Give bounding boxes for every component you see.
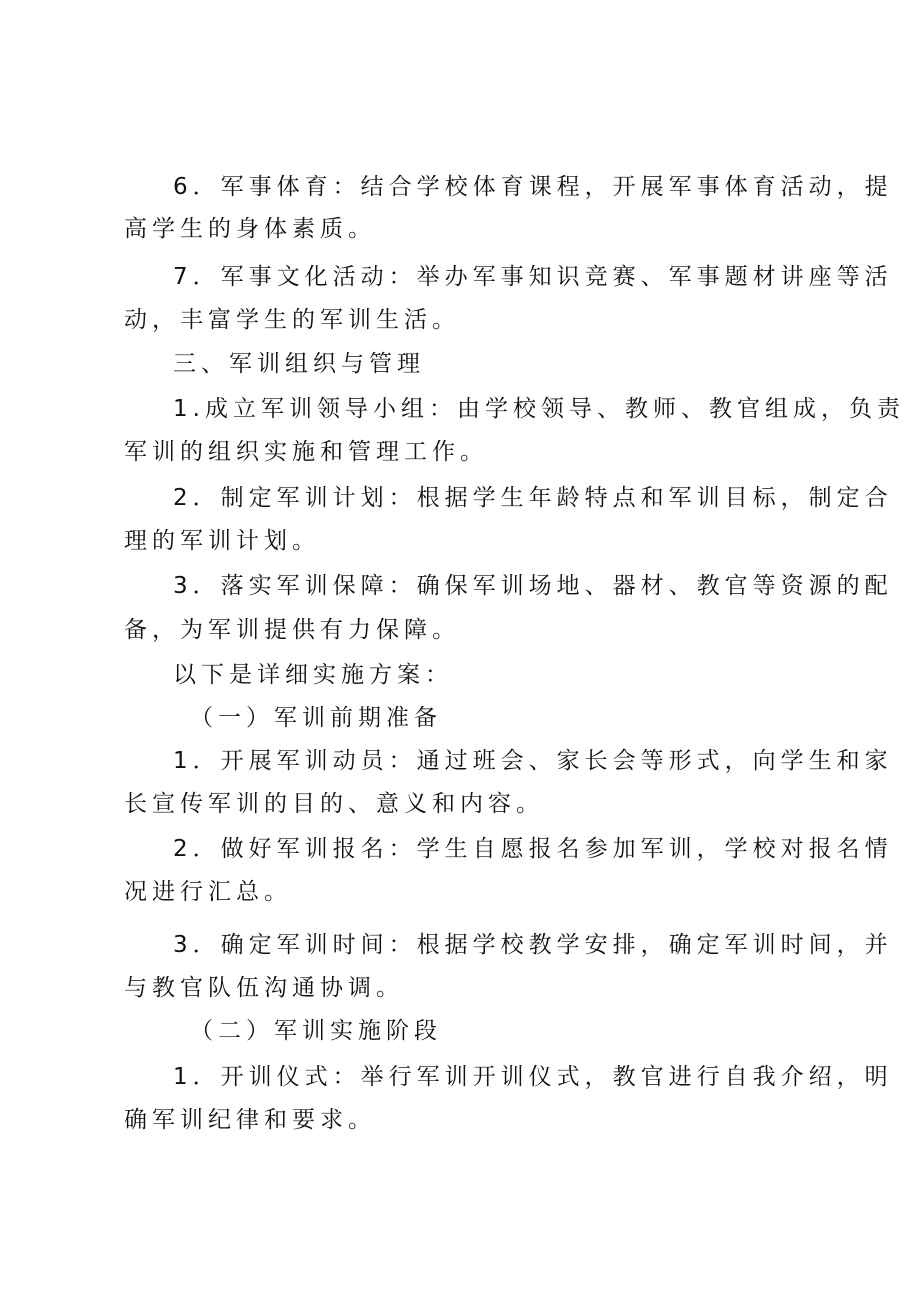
paragraph-detailed-plan-intro: 以下是详细实施方案： — [173, 662, 453, 688]
paragraph-military-culture-line-1: 7．军事文化活动：举办军事知识竞赛、军事题材讲座等活 — [173, 264, 893, 290]
paragraph-training-plan-line-1: 2．制定军训计划：根据学生年龄特点和军训目标，制定合 — [173, 485, 893, 511]
paragraph-training-plan-line-2: 理的军训计划。 — [124, 528, 320, 554]
paragraph-mobilization-line-1: 1．开展军训动员：通过班会、家长会等形式，向学生和家 — [173, 748, 893, 774]
paragraph-schedule-line-1: 3．确定军训时间：根据学校教学安排，确定军训时间，并 — [173, 932, 893, 958]
paragraph-schedule-line-2: 与教官队伍沟通协调。 — [124, 975, 404, 1001]
section-heading-organization: 三、军训组织与管理 — [173, 351, 425, 377]
subsection-heading-preparation: （一）军训前期准备 — [190, 705, 442, 731]
paragraph-registration-line-1: 2．做好军训报名：学生自愿报名参加军训，学校对报名情 — [173, 836, 893, 862]
paragraph-leadership-group-line-2: 军训的组织实施和管理工作。 — [124, 439, 488, 465]
paragraph-guarantee-line-2: 备，为军训提供有力保障。 — [124, 617, 460, 643]
paragraph-leadership-group-line-1: 1.成立军训领导小组：由学校领导、教师、教官组成，负责 — [173, 396, 905, 422]
paragraph-opening-ceremony-line-1: 1．开训仪式：举行军训开训仪式，教官进行自我介绍，明 — [173, 1064, 893, 1090]
paragraph-military-sports-line-2: 高学生的身体素质。 — [124, 216, 376, 242]
subsection-heading-implementation: （二）军训实施阶段 — [190, 1018, 442, 1044]
paragraph-guarantee-line-1: 3．落实军训保障：确保军训场地、器材、教官等资源的配 — [173, 573, 893, 599]
paragraph-military-culture-line-2: 动，丰富学生的军训生活。 — [124, 307, 460, 333]
paragraph-registration-line-2: 况进行汇总。 — [124, 879, 292, 905]
paragraph-opening-ceremony-line-2: 确军训纪律和要求。 — [124, 1107, 376, 1133]
paragraph-mobilization-line-2: 长宣传军训的目的、意义和内容。 — [124, 791, 544, 817]
paragraph-military-sports-line-1: 6．军事体育：结合学校体育课程，开展军事体育活动，提 — [173, 174, 893, 200]
